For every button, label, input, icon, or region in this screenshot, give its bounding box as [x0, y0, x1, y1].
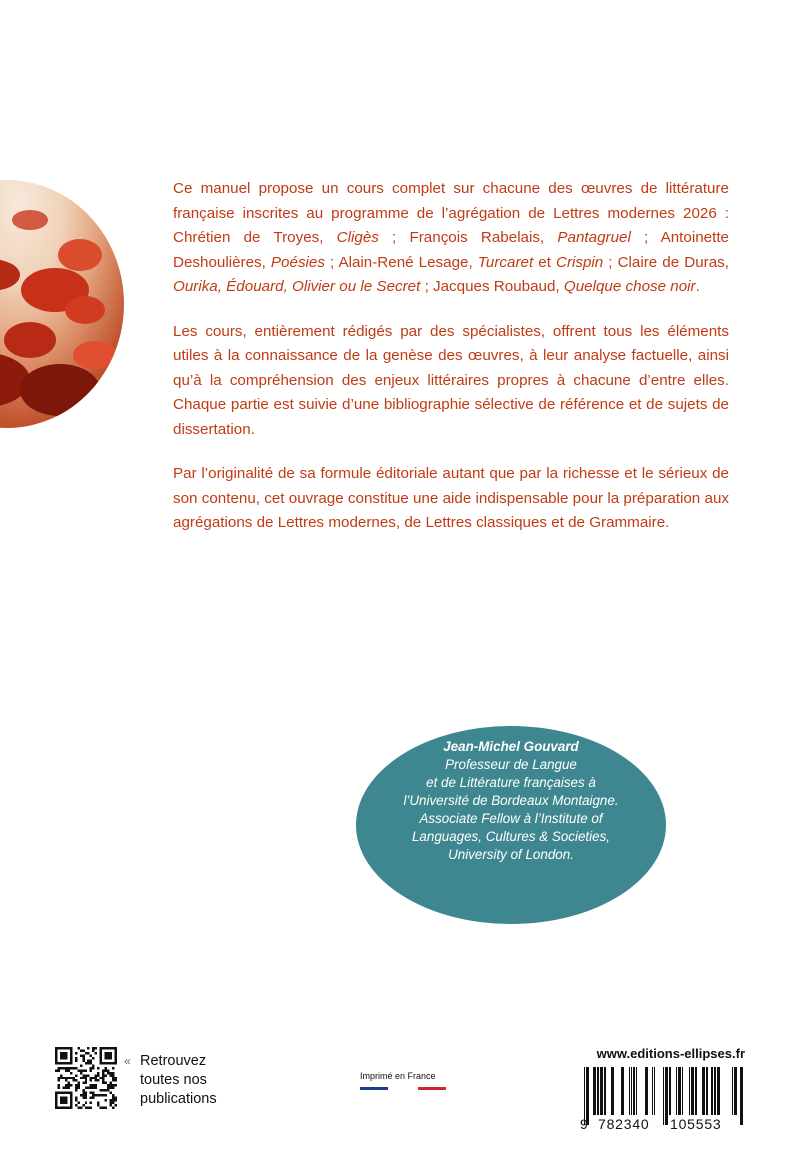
- text-run: ; Alain-René Lesage,: [324, 253, 478, 271]
- isbn-digit-group: 105553: [670, 1116, 722, 1132]
- work-title: Turcaret: [477, 253, 534, 271]
- flag-red: [418, 1087, 446, 1090]
- work-title: Cligès: [336, 229, 379, 246]
- publisher-website[interactable]: www.editions-ellipses.fr: [596, 1046, 745, 1061]
- description-paragraph-1: [173, 177, 729, 300]
- french-flag-stripe: [360, 1087, 446, 1090]
- qr-code[interactable]: [55, 1047, 117, 1109]
- author-bio-line: Languages, Cultures & Societies,: [411, 829, 610, 844]
- printed-in-france-label: Imprimé en France: [360, 1071, 436, 1081]
- description-paragraph-2: Les cours, entièrement rédigés par des spécialistes, offrent tous les éléments utiles à la connaissance de la genèse des œuvres, à leur analyse factuelle, ainsi qu’à la compréhension des enjeux littéraires propres à chacune d’entre elles. Chaque partie est suivie d’une bibliographie sélective de référence et de sujets de dissertation.: [173, 322, 729, 438]
- publications-link[interactable]: [124, 1052, 217, 1109]
- author-bio-line: Professeur de Langue: [445, 757, 577, 772]
- retrouvez-line: Retrouvez: [140, 1053, 207, 1069]
- text-run: ; Claire de Duras,: [603, 253, 729, 271]
- author-bio-line: l’Université de Bordeaux Montaigne.: [403, 793, 619, 808]
- author-bio-line: et de Littérature françaises à: [426, 775, 596, 790]
- author-name: Jean-Michel Gouvard: [443, 739, 579, 754]
- work-title: Ourika, Édouard, Olivier ou le Secret: [173, 278, 421, 295]
- text-run: .: [695, 278, 700, 295]
- back-cover-description: [173, 177, 729, 556]
- flag-blue: [360, 1087, 388, 1090]
- flag-white: [388, 1087, 418, 1090]
- description-paragraph-3: Par l’originalité de sa formule éditoriale autant que par la richesse et le sérieux de son contenu, cet ouvrage constitue une aide indispensable pour la préparation aux agrégations de Lettres modernes, de Lettres classiques et de Grammaire.: [173, 465, 729, 531]
- retrouvez-line: publications: [140, 1091, 217, 1107]
- work-title: Pantagruel: [557, 229, 631, 246]
- author-bio-oval: [356, 726, 666, 924]
- double-chevron-left-icon: «: [124, 1054, 131, 1068]
- isbn-digit-group: 782340: [598, 1116, 650, 1132]
- author-bio-line: Associate Fellow à l’Institute of: [419, 811, 603, 826]
- retrouvez-line: toutes nos: [140, 1072, 207, 1088]
- text-run: Ce manuel propose un cours complet sur chacune des œuvres de littérature française inscrites au programme de l’agrégation de Lettres modernes 2026 : Chrétien de Troyes,: [173, 180, 729, 246]
- text-run: ; François Rabelais,: [378, 229, 558, 246]
- poppy-field-image: [0, 180, 124, 428]
- work-title: Poésies: [270, 253, 325, 271]
- work-title: Crispin: [555, 253, 604, 271]
- text-run: et: [533, 253, 556, 271]
- work-title: Quelque chose noir: [563, 278, 696, 295]
- author-bio-line: University of London.: [448, 847, 574, 862]
- isbn-digit-group: 9: [580, 1116, 589, 1132]
- text-run: ; Antoinette Deshoulières,: [173, 229, 730, 271]
- text-run: ; Jacques Roubaud,: [420, 278, 564, 295]
